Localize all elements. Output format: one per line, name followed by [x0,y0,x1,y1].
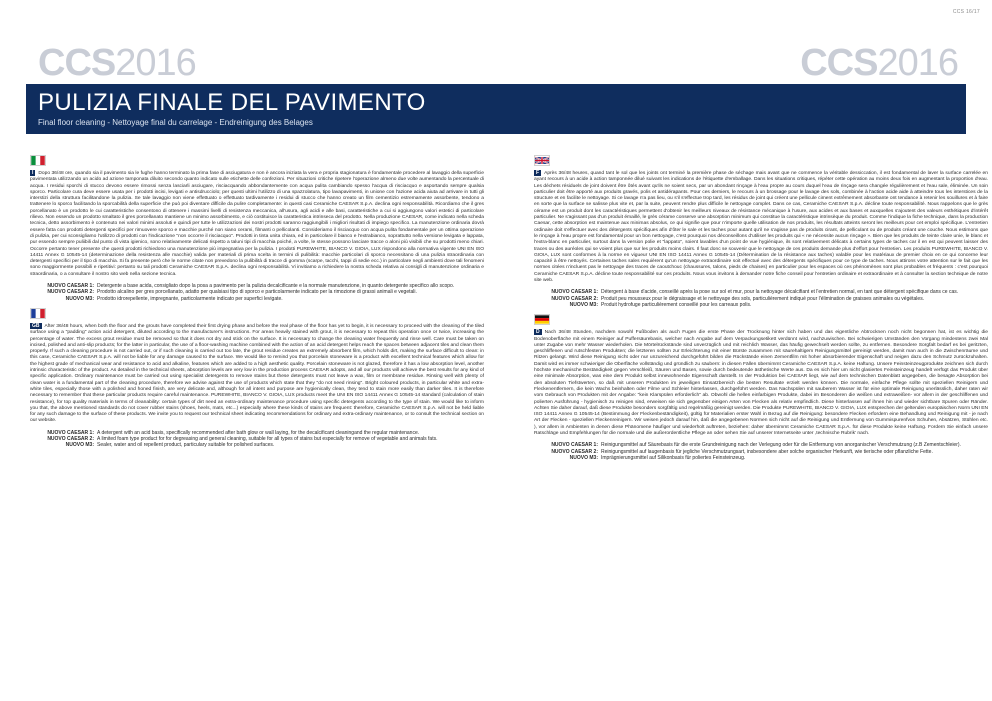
uk-flag-icon [534,155,550,166]
product-description: Imprägnierungsmittel auf Silikonbasis für poliertes Feinsteinzeug. [601,454,746,461]
product-row [534,455,988,461]
language-badge: D [536,329,540,336]
section-text [534,170,988,284]
product-list [30,430,484,449]
page-title: PULIZIA FINALE DEL PAVIMENTO [38,89,426,116]
product-name: NUOVO M3: [65,442,94,449]
paragraph: Après 36/48 heures, quand tant le sol que les joints ont terminé la première phase de séchage mais avant que ne commence la véritable dessiccation, il est fondamental de laver la surface carrelée en ayant recours à un acide à action tamponnée dilué suivant les indications de l'étiquette d'emballage. Dans les situations critiques, répéter cette opération au moins deux fois en augmentant la proportion d'eau. Les déchets résiduels de joint doivent être ôtés avant qu'ils ne soient secs, par un abondant rinçage à l'eau propre au cours duquel l'eau de rinçage sera changée régulièrement et l'eau sale, éliminée. Un soin particulier doit être apporté aux produits gravés, polis et antidérapants. Pour ces derniers, le recours à un brossage pour le lavage des sols, combinée à l'action acide aide à atteindre tous les interstices de la structure et en facilite le nettoyage. Si ce lavage n'a pas lieu, ou s'il s'effectue trop tard, les résidus de joint qui créent une pellicule ciment extrêmement absorbante ont tendance à retenir les souillures et à faire en sorte que la surface se salisse plus vite et, par la suite, peuvent rendre plus difficile le nettoyage complet. Dans ce cas, Ceramiche CAESAR S.p.A. décline toute responsabilité. Nous rappelons que le grès cérame est un produit dont les caractéristiques permettent d'obtenir les meilleurs niveaux de résistance mécanique à l'usure, aux acides et aux bases et auxquelles s'ajoutent des valeurs esthétiques d'intérêt particulier. Ne s'agissant pas d'un produit émaillé, le grès cérame conserve une absorption minimum qui constitue la caractéristique intrinsèque du produit. Comme l'indique la fiche technique, dans la production Caesar, cette absorption est maintenue aux minimas absolus, ce qui signifie que pour n'importe quelle utilisation de nos produits, les résultats atteints seront les meilleurs pour cet emploi spécifique. L'entretien ordinaire doit s'effectuer avec des détergents spécifiques afin d'ôter le sale et les taches pour autant qu'il ne s'agisse pas de produits cirant, de pelliculant ou de produits créant une couche. Nous estimons que le rinçage à l'eau propre est fondamental pour un bon nettoyage, c'est pourquoi nos déconseillons d'utiliser les produits qui « ne nécessite aucun rinçage ». Bien que les produits de teinte claire unie, le blanc et l'extra-blanc en particulier, surtout dans la version polie et "lappato", soient lavables d'un point de vue hygiénique, ils sont relativement délicats à certains types de taches car il en est qui peuvent laisser des traces ou des auréoles qui se voient plus que sur les produits moins clairs. Il faut donc se souvenir que le nettoyage de ces produits demande plus d'effort pour l'entretien. Les produits PUREWHITE, BIANCO V. GIOIA, LUX sont conformes à la norme en vigueur UNI EN ISO 14411 Annex G 10545-14 (Détermination de la résistance aux taches) valable pour les matériaux de premier choix en ce qui concerne leur capacité à être nettoyés. Certaines taches sales requièrent qu'un nettoyage extraordinaire soit effectué avec des détergents spécifiques pour ce type de taches. Nous attirons votre attention sur le fait que les normes citées n'incluent pas le nettoyage des traces de caoutchouc (chaussures, talons, pieds de chaises) en particulier pour les espaces où ces phénomènes sont plus probables et fréquents : c'est pourquoi Ceramiche CAESAR S.p.A. décline toute responsabilité sur ces produits. Nous vous invitons à demander notre fiche conseil pour l'entretien ordinaire et extraordinaire et à consulter la section technique de notre site web. [534,171,988,284]
product-name: NUOVO CAESAR 1: [551,289,598,296]
paragraph: Dopo 36/48 ore, quando sia il pavimento sia le fughe hanno terminato la prima fase di asciugatura e non è ancora iniziata la vera e propria stagionatura è fondamentale procedere al lavaggio della superficie pavimentata utilizzando un acido ad azione tamponata diluito secondo quanto indicato sulle etichette delle confezioni. Per situazioni critiche ripetere l'operazione almeno due volte aumentando la percentuale di acqua. I residui sporchi di stucco devono essere rimossi senza lasciarli asciugare, risciacquando abbondantemente con acqua pulita cambiando spesso l'acqua di risciacquo e asportando sempre qualsia sporco. Particolare cura deve essere usata per i prodotti incisi, levigati e antisdrucciolo; per questi ultimi l'utilizzo di una spazzolatura, tipo lavapavimenti, in unione con l'azione acida aiuta ad arrivare in tutti gli interstizi della struttura facilitandone la pulizia. Se tale lavaggio non viene effettuato o effettuato tardivamente i residui di stucco che hanno creato un film cementizio estremamente assorbente, tendono a trattenere lo sporco facilitando la sporcabilità della superficie che può poi diventare difficile da pulire completamente: in questi casi Ceramiche CAESAR S.p.A. declina ogni responsabilità. Ricordiamo che il gres porcellanato è un prodotto le cui caratteristiche consentono di ottenere i massimi livelli di resistenza meccanica, all'usura, agli acidi e alle basi, caratteristiche a cui si aggiungono valori estetici di particolare rilievo. Non essendo un prodotto smaltato il gres porcellanato mantiene un minimo assorbimento, e ciò costituisce la caratteristica intrinseca del prodotto. Nella produzione CAESAR, come indicato nella scheda tecnica, detto assorbimento è contenuto nei valori minimi assoluti e quindi per tutte le utilizzazioni dei nostri prodotti saranno raggiungibili i migliori risultati di impiego specifico. La manutenzione ordinaria dovrà essere fatta con prodotti detergenti specifici per rimuovere sporco e macchie purché non siano cerami, filmanti o pellicolanti. Consideriamo il risciacquo con acqua pulita fondamentale per un ottima operazione di pulizia, per cui sconsigliamo l'utilizzo di prodotti con l'indicazione "non occorre il risciacquo". Prodotti in tinta unita chiara, ed in particolare il bianco e l'extrabianco, soprattutto nella versione levigata e lappata, pur essendo sempre puliibili dal punto di vista igienico, sono relativamente delicati rispetto a taluni tipi di macchia poiché, a volte, le stesse possono lasciare tracce o aloni più visibili che su prodotti meno chiari. Occorre pertanto tener presente che questi prodotti richiedono una manutenzione più impegnativa per la pulizia. I prodotti PUREWHITE, BIANCO V. GIOIA, LUX rispondono alla normativa vigente UNI EN ISO 14411 Annex G 10545-14 (determinazione della resistenza alle macchie) valida per materiali di prima scelta in termini di pulibilità: macchie particolari di sporco necessitano di una pulizia straordinaria con detergenti specifici per il tipo di macchia. Si fa presente però che le norme citate non prevedono la pulibilità di tracce di gomma (scarpe, tacchi, tappi di sedie ecc.) in particolare negli ambienti dove tali fenomeni sono maggiormente possibili e ripetitivi: pertanto su tali prodotti Ceramiche CAESAR S.p.A. declina ogni responsabilità. Vi invitiamo a richiedere la nostra scheda relativa ai consigli di manutenzione ordinaria e straordinaria, o a consultare il nostro sito web nella sezione tecnica. [30,171,484,277]
left-column [30,155,484,455]
section-french [534,155,988,308]
section-text [534,329,988,437]
product-list [534,289,988,308]
language-badge: F [536,170,540,176]
section-text [30,170,484,278]
logo-text: CCS [800,42,878,84]
language-badge: GB [32,322,40,329]
product-description: Produit peu mousseux pour le dégraissage et le nettoyage des sols, particulièrement indiqué pour l'élimination de graisses animales ou végétales. [601,295,925,302]
product-description: Reinigungsmittel auf Säurebasis für die erste Grundreinigung nach der Verlegung oder für die Entfernung von anorganischer Verschmutzung (z.B Zementschleier). [601,442,961,449]
product-name: NUOVO CAESAR 1: [47,283,94,290]
product-row [30,442,484,448]
product-description: Produit hydrofuge particulièrement conseillé pour les carreaux polis. [601,301,752,308]
product-name: NUOVO CAESAR 2: [551,448,598,455]
ccs-logo-right [800,44,958,82]
product-description: A limited foam type product for for degreasing and general cleaning, suitable for all types of stains but especially for remove of vegetable and animals fats. [97,435,438,442]
logo-text: CCS [38,42,116,84]
product-list [534,442,988,461]
product-name: NUOVO CAESAR 2: [47,435,94,442]
product-name: NUOVO CAESAR 1: [47,429,94,436]
product-description: Reinigungsmittel auf laugenbasis für jegliche Verschmutzungsart, insbesondere aber solche organischer Herkunft, wie tierische oder pflanzliche Fette. [601,448,933,455]
product-row [534,302,988,308]
product-description: A detergent with an acid basis, specifically recommended after bath glow or wall laying, for the decalcificant cleaningand the regular maintenance. [97,429,420,436]
ccs-logo-left [38,44,196,82]
italy-flag-icon [30,155,46,166]
page-number: CCS 16/17 [952,9,980,15]
product-name: NUOVO M3: [569,301,598,308]
product-description: Sealer, water and oil repellent product, particulary suitable for polished surfaces. [97,442,275,449]
germany-flag-icon [534,314,550,325]
product-name: NUOVO M3: [569,454,598,461]
title-banner [26,84,966,134]
logo-year: 2016 [877,42,958,84]
paragraph: After 36/48 hours, when both the floor and the grouts have completed their first drying phase and before the real phase of the floor has yet to begin, it is necessary to proceed with the cleaning of the tiled surface using a "padding" action acid detergent, diluted according to the manufacturer's instructions. For areas heavily stained with grout, it is necessary to repeat this operation once or twice, increasing the percentage of water. The excess grout residue must be removed so that it does not dry and stick on the surface. It is necessary to change the cleaning water frequently and rinse well. Care must be taken on incised, polished and anti-slip products; for the latter in particular, the use of a floor-washing machine combined with the action of an acid detergent helps reach the spaces between adjacent tiles and clean them properly. If such a cleaning procedure is not carried out, or if such cleaning is carried out too late, the grout residue creates an extremely absorbent film, which holds dirt, making the surface difficult to clean: in this case, Ceramiche CAESAR S.p.A. will not be liable for any damage caused to the surface. We would like to remind you that porcelain stoneware is a product with excellent technical features which allow for the highest grade of mechanical wear and resistance to acid and alkaline, features which are added to a high aesthetic quality. Porcelain stoneware is not glazed, therefore it has a low absorption level, another intrinsic characteristic of the product. As detailed in the technical sheets, absorption levels are very low in the production process CAESAR adopts, and all our products will achieve the best results for any kind of specific application. Ordinary maintenance must be carried out using specialist detergents to remove stains but these detergents must not leave a wax, film or membrane residue. Rinsing well with plenty of clean water is a fundamental part of the cleaning procedure, therefore we advise against the use of products which state that they "do not need rinsing". Bright coloured products, in particular white and extra-white tiles, especially those with a polished and honed finish, are very delicate and, although for all intent and purpose are hygienically clean, they tend to stain more easily than darker tiles. It is therefore necessary to remember that these particular products require careful maintenance. PUREWHITE, BIANCO V. GIOIA, LUX products meet the UNI EN ISO 14411 Annex G 10545-14 standard (calculation of stain resistance), for top quality materials in terms of cleanability: certain types of dirt need an extra-ordinary maintenance procedure using specific detergents according to the type of stain. We would like to inform you that, the above mentioned standards do not cover rubber stains (shoes, heels, mats, etc...) especially where these kinds of stains are frequent: therefore, Ceramiche CAESAR S.p.A. will not be held liable for any such damage to the surface of these products. We invite you to request our technical sheet indicating recommendations for ordinary and extra-ordinary maintenance, or to consult the technical section on our website. [30,323,484,424]
product-description: Détergent à base d'acide, conseillé après la pose sur sol et mur, pour la nettoyage décalcifiant et l'entretien normal, en tant que détergent spécifique dans ce cas. [601,289,959,296]
logo-year: 2016 [115,42,196,84]
section-german [534,314,988,461]
paragraph: Nach 36/48 Stunden, nachdem sowohl Fußboden als auch Fugen die erste Phase der Trocknung hinter sich haben und das eigentliche Abtrocknen noch nicht begonnen hat, ist es wichtig die Bodenoberfläche mit einem Reiniger auf Puffersäurebasis, welcher nach Angabe auf dem Verpackungsetikett verdünnt wird, nachzuwischen. Bei schwierigen Umständen den Vorgang mindestens zwei Mal unter Zugabe von mehr Wasser wiederholen. Die Mörtelrückstände sind unverzüglich und mit reichlich Wasser, das häufig gewechselt werden sollte, zu entfernen. Besondere Sorgfalt bedarf es bei geritzten, geschliffenen und rutschfesten Produkten; die letzteren sollten zur Erleichterung mit einer Bürste zusammen mit säurehaltigem Reinigungsmittel gereinigt werden, damit man auch in die Zwischenräume und Ritzen gelangt. Wird diese Reinigung nicht oder nur unzureichend durchgeführt bilden die Rückstände einen Zementfilm mit hoher absorbierender Eigenschaft und neigen dazu den Schmutz zurückzuhalten. Damit wird es immer schwieriger die Oberfläche vollständig und gründlich zu säubern: in diesen Fällen übernimmt Ceramiche CAESAR S.p.A. keine Haftung. Unsere Feinsteinzeugprodukte zeichnen sich durch höchste mechanische Beständigkeit gegen Verschleiß, Säuren und Basen, sowie durch bedeutende ästhetische Werte aus. Da es sich hier um nicht glasiertes Feinsteinzeug handelt verfügt das Produkt über eine minimale Absorption, was eine dem Produkt selbst innewohnende Eigenschaft darstellt. In der Produktion bei CAESAR liegt, wie auf dem technischen Datenblatt angegeben, die besagte Absorption bei den absoluten Tiefstwerten, so daß mit unseren Produkten im jeweiligen Einsatzbereich die besten Resultate erzielt werden können. Die normale, einfache Pflege sollte mit speziellen Reinigern und Fleckenentfernern, die kein Wachs beinhalten oder Filme und Schleier hinterlassen, durchgeführt werden. Das Nachspülen mit sauberem Wasser ist für eine optimale Reinigung unerlässlich, daher raten wir vom Gebrauch von Produkten mit der Angabe: "kein Klarspülen erforderlich" ab. Obwohl die hellen einfarbigen Produkte, dabei im Besonderen die weißen und extraweißen- vor allem in der geschliffenen und polierten Ausführung - hygienisch zu reinigen sind, erweisen sie sich gegenüber einigen Arten von Flecken als relativ empfindlich. Diese hinterlassen auf ihnen hin und wieder sichtbare Spuren oder Ränder. Achten Sie daher darauf, daß diese Produkte besonders sorgfältig und regelmäßig gereinigt werden. Die Produkte PUREWHITE, BIANCO V. GIOIA, LUX entsprechen der geltenden europäischen Norm UNI EN ISO 14411 Annex G 10545-14 (Bestimmung der Fleckenbeständigkeit), gültig für Materialien erster Wahl in Bezug auf die Reinigung: besondere Flecken erfordern eine Behandlung und Reinigung mit - je nach Art der Flecken - speziellen Fleckenreinigern. Wir weisen jedoch darauf hin, daß die angegebenen Normen sich nicht auf die Reinigung und Entfernung von Gummispurenfvon Schuhen, Absätzen, Stühlen etc. ), vor allem in Ambienten in denen diese Phänomene häufiger und wiederholt auftreten, beziehen: daher übernimmt Ceramiche CAESAR S.p.A. für diese Produkte keine Haftung. Fordern Sie einfach unsere Ratschläge und Empfehlungen für die normale und die außerordentliche Pflege an oder sehen Sie auf unserer Internetseite unter ,technische Rubrik' nach. [534,330,988,436]
product-description: Detergente a base acida, consigliato dopo la posa a pavimento per la pulizia decalcificante e la normale manutenzione, in quanto detergente specifico allo scopo. [97,283,455,290]
section-italian [30,155,484,302]
product-description: Prodotto idrorepellente, impregnante, particolarmente indicato per superfici levigate. [97,295,283,302]
product-name: NUOVO CAESAR 2: [551,295,598,302]
product-description: Prodotto alcalino per gres porcellanato, adatto per qualsiasi tipo di sporco e particolarmente indicato per la rimozione di grassi animali e vegetali. [97,289,417,296]
product-name: NUOVO CAESAR 1: [551,442,598,449]
right-column [534,155,988,467]
product-name: NUOVO CAESAR 2: [47,289,94,296]
section-text [30,323,484,425]
product-row [30,296,484,302]
product-list [30,283,484,302]
france-flag-icon [30,308,46,319]
product-name: NUOVO M3: [65,295,94,302]
language-badge: I [32,170,34,176]
section-english [30,308,484,449]
page-subtitle: Final floor cleaning - Nettoyage final du carrelage - Endreinigung des Belages [38,118,313,127]
